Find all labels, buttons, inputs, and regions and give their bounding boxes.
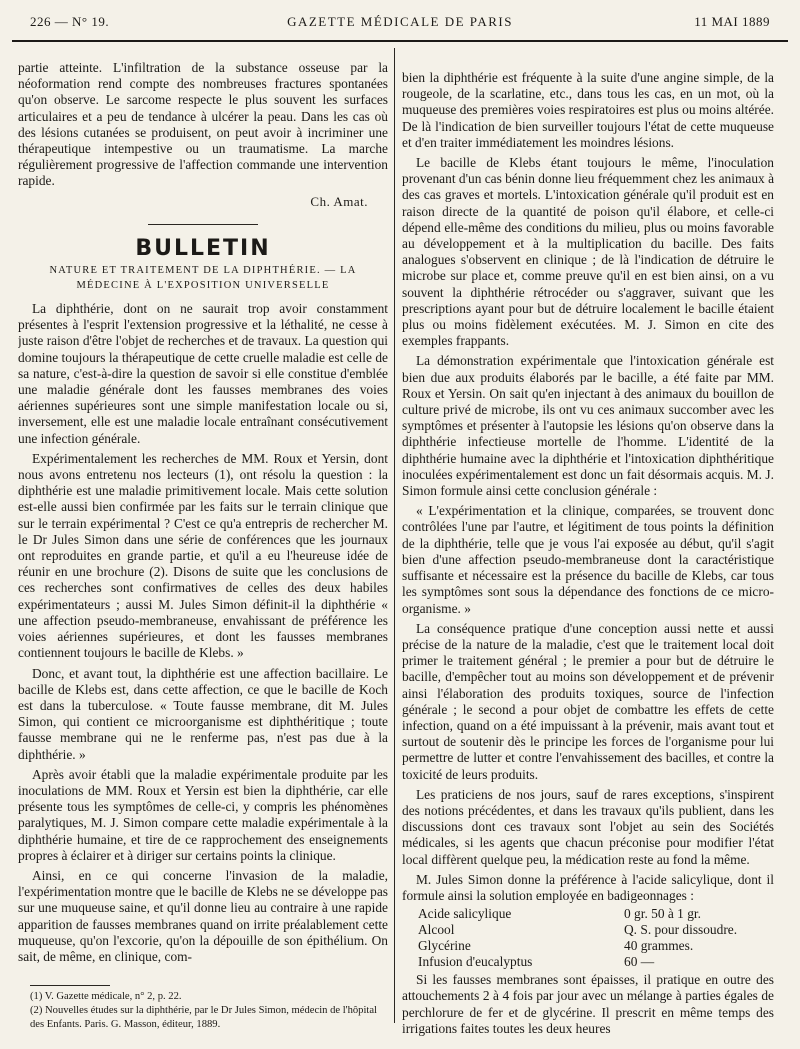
article-paragraph: La conséquence pratique d'une conception aussi nette et aussi précise de la nature de la maladie, c'est que le traitement local doit primer le traitement général ; le premier a pour but de détruire le bacille, d'empêcher tout au moins son développement et de prévenir ainsi l'élaboration des produits toxiques, source de l'infection générale ; le second a pour objet de combattre les effets de cette infection, quand on a été impuissant à la prévenir, mais avant tout et surtout de soutenir dès le principe les forces de l'organisme pour lui permettre de lutter et contre l'envahissement des bacilles, et contre la toxicité de leurs produits. xyxy=(402,620,774,782)
article-paragraph: Si les fausses membranes sont épaisses, il pratique en outre des attouchements 2 à 4 fois par jour avec un mélange à parties égales de perchlorure de fer et de glycérine. Il prescrit en même temps des irrigations faites toutes les deux heures xyxy=(402,972,774,1036)
formula-table xyxy=(418,906,737,970)
article-paragraph: La démonstration expérimentale que l'intoxication générale est bien due aux produits élaborés par le bacille, a été faite par MM. Roux et Yersin. On sait qu'en injectant à des animaux du bouillon de culture privé de microbe, ils ont vu ces animaux succomber avec les symptômes et présenter à l'autopsie les lésions qu'on observe dans la diphthérie infectieuse mortelle de l'homme. L'identité de la diphthérie humaine avec la diphthérie et l'intoxication diphthéritique inoculées expérimentalement est donc un fait désormais acquis. M. J. Simon formule ainsi cette conclusion générale : xyxy=(402,353,774,499)
bulletin-title: BULLETIN xyxy=(135,235,271,261)
intro-paragraph: partie atteinte. L'infiltration de la substance osseuse par la néoformation rend compte des nombreuses fractures spontanées qu'on observe. Le sarcome respecte le plus souvent les surfaces articulaires et a peu de tendance à ulcérer la peau. Dans les cas où des lésions cutanées se produisent, on peut avoir à incriminer une thérapeutique intempestive ou un traumatisme. La marche régulièrement progressive de l'affection commande une intervention rapide. xyxy=(18,60,388,189)
article-paragraph: Le bacille de Klebs étant toujours le même, l'inoculation provenant d'un cas bénin donne lieu fréquemment chez les animaux à des cas graves et mortels. L'intoxication générale qu'il produit est en raison directe de la quantité de poison qu'il élabore, et celle-ci dépend elle-même des conditions du milieu, plus ou moins favorable au développement et à la multiplication du bacille. Des faits analogues s'observent en clinique ; de là l'indication de détruire le microbe sur place et, comme preuve qu'il en est bien ainsi, on a vu souvent la diphthérie rétrocéder ou s'aggraver, suivant que les prescriptions ayant pour but de détruire localement le bacille étaient plus ou moins fidèlement exécutées. M. J. Simon en cite des exemples frappants. xyxy=(402,155,774,349)
header-rule xyxy=(12,40,788,42)
article-paragraph: bien la diphthérie est fréquente à la suite d'une angine simple, de la rougeole, de la scarlatine, etc., dans tous les cas, en un mot, où la muqueuse des premières voies respiratoires est plus ou moins altérée. De là l'indication de bien surveiller toujours l'état de cette muqueuse et d'en traiter immédiatement les moindres lésions. xyxy=(402,70,774,150)
page-header xyxy=(30,14,770,36)
formula-row xyxy=(418,906,737,922)
author-signature: Ch. Amat. xyxy=(310,193,368,209)
article-paragraph: Après avoir établi que la maladie expérimentale produite par les inoculations de MM. Roux et Yersin est bien la diphthérie, car elle présente tous les symptômes de celle-ci, y compris les phénomènes paralytiques, M. J. Simon compare cette maladie expérimentale à la diphthérie humaine, et tire de ce rapprochement des enseignements propres à éclairer et à diriger sur certains points la clinique. xyxy=(18,766,388,863)
formula-row xyxy=(418,938,737,954)
quoted-conclusion: « L'expérimentation et la clinique, comparées, se trouvent donc contrôlées l'une par l'autre, et légitiment de tous points la définition de la diphthérie, telle que je vous l'ai exposée au début, qu'il s'agit bien d'une affection pseudo-membraneuse dont la caractéristique suffisante et nécessaire est la présence du bacille de Klebs, car tous les symptômes sont sous la dépendance des fonctions de ce micro-organisme. » xyxy=(402,503,774,616)
article-paragraph: Les praticiens de nos jours, sauf de rares exceptions, s'inspirent des notions précédentes, et dans les travaux qu'ils publient, dans les discussions dont ces travaux sont l'objet au sein des Sociétés médicales, si les agents que chacun préconise pour modifier l'état local diffèrent quelque peu, la médication reste au fond la même. xyxy=(402,786,774,867)
footnote: (2) Nouvelles études sur la diphthérie, par le Dr Jules Simon, médecin de l'hôpital des Enfants. Paris. G. Masson, éditeur, 1889. xyxy=(30,1005,378,1030)
ingredient-name: Alcool xyxy=(418,922,455,938)
article-paragraph: Expérimentalement les recherches de MM. Roux et Yersin, dont nous avons entretenu nos lecteurs (1), ont résolu la question : la diphthérie est une maladie primitivement locale. Mais cette solution est-elle aussi bien confirmée par les faits sur le terrain clinique que sur le terrain expérimental ? C'est ce qu'a entrepris de rechercher M. le Dr Jules Simon dans une série de conférences que les journaux ont reproduites en grande partie, et qu'il a eu l'heureuse idée de réunir en une brochure (2). Disons de suite que les conclusions de ces recherches sont confirmatives de celles des deux habiles expérimentateurs ; aussi M. Jules Simon définit-il la diphthérie « une affection pseudo-membraneuse, envahissant de préférence les voies aériennes supérieures, et dont les fausses membranes contiennent toujours le bacille de Klebs. » xyxy=(18,450,388,661)
ingredient-name: Glycérine xyxy=(418,938,471,954)
formula-row xyxy=(418,954,737,970)
ingredient-quantity: 0 gr. 50 à 1 gr. xyxy=(624,906,701,922)
page-number: 226 — N° 19. xyxy=(30,14,110,29)
ingredient-quantity: 40 grammes. xyxy=(624,938,694,954)
article-paragraph: Donc, et avant tout, la diphthérie est une affection bacillaire. Le bacille de Klebs est, dans cette affection, ce que le bacille de Koch est dans la tuberculose. « Toute fausse membrane, dit M. Jules Simon, qui contient ce microorganisme est diphthéritique ; toute fausse membrane qui ne le renferme pas, n'est pas due à la diphthérie. » xyxy=(18,665,388,762)
formula-row xyxy=(418,922,737,938)
column-divider xyxy=(394,48,395,1023)
ingredient-name: Acide salicylique xyxy=(418,906,512,922)
bulletin-subtitle: NATURE ET TRAITEMENT DE LA DIPHTHÉRIE. — LA MÉDECINE À L'EXPOSITION UNIVERSELLE xyxy=(49,265,357,292)
ingredient-quantity: 60 — xyxy=(624,954,655,970)
left-column xyxy=(18,60,388,982)
issue-date: 11 MAI 1889 xyxy=(694,14,770,29)
ingredient-quantity: Q. S. pour dissoudre. xyxy=(624,922,738,938)
journal-title: GAZETTE MÉDICALE DE PARIS xyxy=(287,14,513,29)
footnote: (1) V. Gazette médicale, n° 2, p. 22. xyxy=(30,991,182,1002)
footnote-rule xyxy=(30,985,110,986)
article-paragraph: M. Jules Simon donne la préférence à l'acide salicylique, dont il formule ainsi la solution employée en badigeonnages : xyxy=(402,871,774,903)
section-separator xyxy=(148,224,258,225)
article-paragraph: La diphthérie, dont on ne saurait trop avoir constamment présentes à l'esprit l'extension progressive et la léthalité, ne cesse à juste raison d'être l'objet de recherches et de travaux. La question qui domine toujours la thérapeutique de cette cruelle maladie est celle de sa nature, c'est-à-dire la question de savoir si elle constitue d'emblée une maladie générale dont les fausses membranes des voies aériennes supérieures sont une simple manifestation locale ou si, inversement, elle est une maladie locale entraînant consécutivement une infection générale. xyxy=(18,301,388,446)
ingredient-name: Infusion d'eucalyptus xyxy=(418,954,533,970)
footnotes xyxy=(30,990,388,1032)
right-column xyxy=(402,70,774,1040)
article-paragraph: Ainsi, en ce qui concerne l'invasion de la maladie, l'expérimentation montre que le bacille de Klebs ne se développe pas sur une muqueuse saine, et qu'il donne lieu au contraire à une rapide apparition de fausses membranes quand on irrite préalablement cette muqueuse, qu'on l'excorie, qu'on la dépouille de son épithélium. On sait, de même, en clinique, com- xyxy=(18,867,388,964)
